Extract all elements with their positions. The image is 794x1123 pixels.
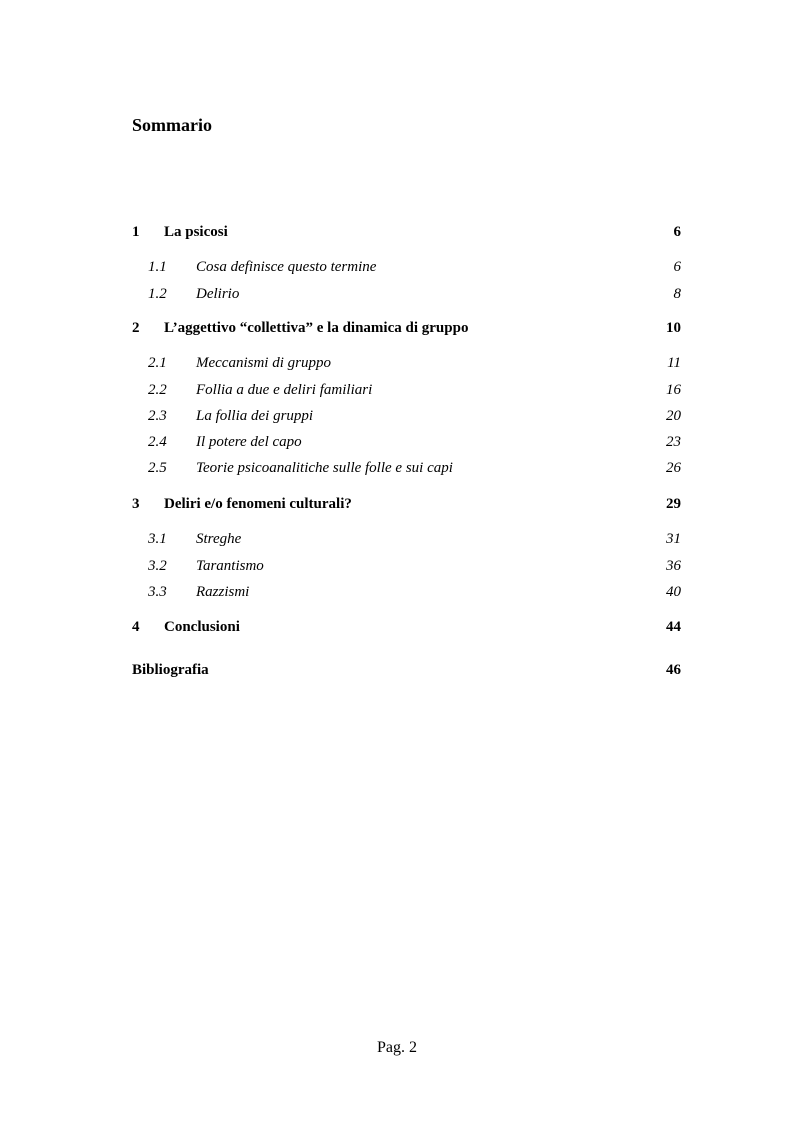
toc-label: Conclusioni bbox=[164, 619, 240, 635]
toc-entry-3[interactable] bbox=[132, 494, 681, 514]
toc-number: 4 bbox=[132, 619, 140, 635]
toc-number: 1.1 bbox=[148, 259, 167, 275]
toc-label: Delirio bbox=[196, 286, 240, 302]
toc-entry-3-2[interactable] bbox=[132, 556, 681, 576]
toc-page: 16 bbox=[666, 382, 681, 398]
toc-entry-1-2[interactable] bbox=[132, 284, 681, 304]
toc-entry-2-5[interactable] bbox=[132, 458, 681, 478]
toc-number: 2.5 bbox=[148, 460, 167, 476]
toc-label: Meccanismi di gruppo bbox=[196, 355, 331, 371]
toc-entry-2[interactable] bbox=[132, 318, 681, 338]
toc-entry-2-3[interactable] bbox=[132, 406, 681, 426]
toc-page: 23 bbox=[666, 434, 681, 450]
toc-page: 26 bbox=[666, 460, 681, 476]
toc-label: Il potere del capo bbox=[196, 434, 302, 450]
toc-label: Teorie psicoanalitiche sulle folle e sui capi bbox=[196, 460, 453, 476]
toc-number: 2 bbox=[132, 320, 140, 336]
toc-number: 2.3 bbox=[148, 408, 167, 424]
toc-entry-3-1[interactable] bbox=[132, 529, 681, 549]
toc-page: 44 bbox=[666, 619, 681, 635]
toc-page: 6 bbox=[673, 224, 681, 240]
toc-number: 2.1 bbox=[148, 355, 167, 371]
toc-label: Streghe bbox=[196, 531, 242, 547]
toc-entry-1-1[interactable] bbox=[132, 257, 681, 277]
toc-page: 20 bbox=[666, 408, 681, 424]
toc-label: La psicosi bbox=[164, 224, 228, 240]
toc-page: 11 bbox=[667, 355, 681, 371]
toc-label: Bibliografia bbox=[132, 662, 209, 678]
toc-page: 8 bbox=[673, 286, 681, 302]
toc-label: Follia a due e deliri familiari bbox=[196, 382, 373, 398]
toc-number: 3 bbox=[132, 496, 140, 512]
toc-label: Cosa definisce questo termine bbox=[196, 259, 377, 275]
toc-number: 3.1 bbox=[148, 531, 167, 547]
toc-label: L’aggettivo “collettiva” e la dinamica di gruppo bbox=[164, 320, 469, 336]
toc-number: 2.4 bbox=[148, 434, 167, 450]
toc-page: 10 bbox=[666, 320, 681, 336]
toc-page: 46 bbox=[666, 662, 681, 678]
toc-label: La follia dei gruppi bbox=[196, 408, 314, 424]
toc-entry-2-4[interactable] bbox=[132, 432, 681, 452]
toc-number: 2.2 bbox=[148, 382, 167, 398]
page-title: Sommario bbox=[132, 115, 212, 135]
toc-number: 1.2 bbox=[148, 286, 167, 302]
toc-number: 1 bbox=[132, 224, 140, 240]
toc-page: 40 bbox=[666, 584, 681, 600]
toc-page: 31 bbox=[666, 531, 681, 547]
toc-entry-1[interactable] bbox=[132, 222, 681, 242]
toc-entry-2-2[interactable] bbox=[132, 380, 681, 400]
toc-entry-bibliografia[interactable] bbox=[132, 660, 681, 680]
toc-number: 3.2 bbox=[148, 558, 167, 574]
toc-number: 3.3 bbox=[148, 584, 167, 600]
toc-label: Tarantismo bbox=[196, 558, 264, 574]
page-number-footer: Pag. 2 bbox=[377, 1039, 417, 1056]
toc-label: Razzismi bbox=[196, 584, 250, 600]
toc-page: 36 bbox=[666, 558, 681, 574]
toc-page: 6 bbox=[673, 259, 681, 275]
toc-entry-4[interactable] bbox=[132, 617, 681, 637]
toc-page: 29 bbox=[666, 496, 681, 512]
toc-entry-3-3[interactable] bbox=[132, 582, 681, 602]
toc-entry-2-1[interactable] bbox=[132, 353, 681, 373]
toc-label: Deliri e/o fenomeni culturali? bbox=[164, 496, 352, 512]
